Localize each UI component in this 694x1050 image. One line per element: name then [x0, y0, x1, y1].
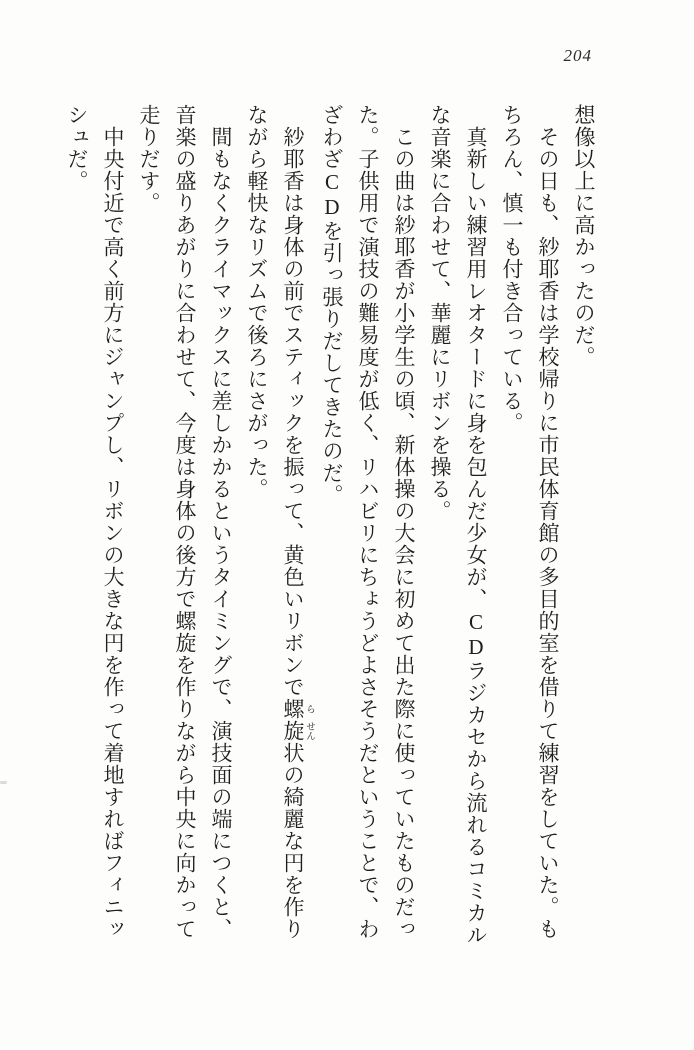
text-line: ちろん、慎一も付き合っている。: [500, 104, 524, 434]
text-line: 音楽の盛りあがりに合わせて、今度は身体の後方で螺旋を作りながら中央に向かって: [173, 104, 197, 940]
text-line: 想像以上に高かったのだ。: [572, 104, 596, 368]
text-line: な音楽に合わせて、華麗にリボンを操る。: [428, 104, 452, 522]
text-line: た。子供用で演技の難易度が低く、リハビリにちょうどよさそうだということで、わ: [356, 104, 380, 940]
latin-run: CD: [464, 610, 488, 660]
text-line: 走りだす。: [137, 104, 161, 214]
text-block: [59, 104, 602, 944]
text-line: 紗耶香は身体の前でスティックを振って、黄色いリボンで螺 ら旋 せん状の綺麗な円を作り: [281, 126, 314, 940]
text-line: 真新しい練習用レオタードに身を包んだ少女が、CDラジカセから流れるコミカル: [464, 126, 488, 946]
text-line: 中央付近で高く前方にジャンプし、リボンの大きな円を作って着地すればフィニッ: [101, 126, 125, 940]
text-line: 間もなくクライマックスに差しかかるというタイミングで、演技面の端につくと、: [209, 126, 233, 940]
latin-run: CD: [320, 170, 344, 220]
text-line: シュだ。: [65, 104, 89, 192]
text-line: この曲は紗耶香が小学生の頃、新体操の大会に初めて出た際に使っていたものだっ: [392, 126, 416, 940]
scan-artifact: [0, 781, 7, 784]
text-line: ざわざCDを引っ張りだしてきたのだ。: [320, 104, 344, 506]
text-line: ながら軽快なリズムで後ろにさがった。: [245, 104, 269, 500]
ruby-annotated-text: 旋 せん: [281, 720, 314, 742]
page-number: 204: [563, 46, 592, 65]
text-line: その日も、紗耶香は学校帰りに市民体育館の多目的室を借りて練習をしていた。も: [536, 126, 560, 940]
ruby-annotated-text: 螺 ら: [281, 698, 314, 720]
